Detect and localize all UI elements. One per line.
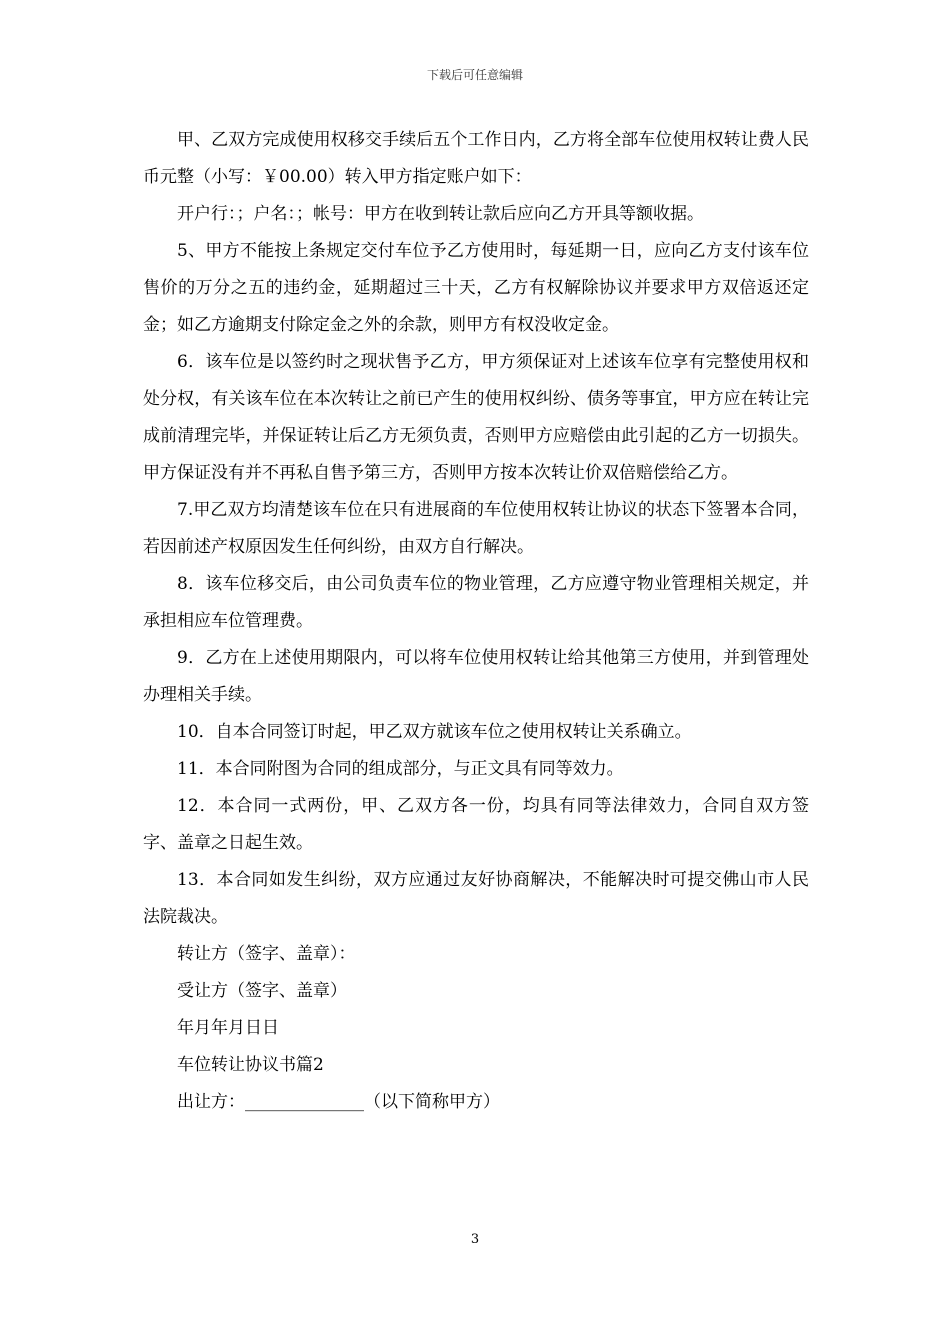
paragraph-payment-transfer: 甲、乙双方完成使用权移交手续后五个工作日内，乙方将全部车位使用权转让费人民币元整（小写：￥00.00）转入甲方指定账户如下：: [143, 130, 809, 187]
transferor-signature-line: 转让方（签字、盖章）：: [177, 944, 356, 964]
clause-12: 12．本合同一式两份，甲、乙双方各一份，均具有同等法律效力，合同自双方签字、盖章之日起生效。: [143, 796, 809, 853]
paragraph-bank-account: 开户行：；户名：；帐号：甲方在收到转让款后应向乙方开具等额收据。: [177, 204, 704, 224]
transferor-party-line: 出让方：______________（以下简称甲方）: [177, 1092, 500, 1112]
clause-7: 7.甲乙双方均清楚该车位在只有进展商的车位使用权转让协议的状态下签署本合同，若因前述产权原因发生任何纠纷，由双方自行解决。: [143, 500, 809, 557]
clause-10: 10．自本合同签订时起，甲乙双方就该车位之使用权转让关系确立。: [177, 722, 692, 742]
clause-5: 5、甲方不能按上条规定交付车位予乙方使用时，每延期一日，应向乙方支付该车位售价的万分之五的违约金，延期超过三十天，乙方有权解除协议并要求甲方双倍返还定金；如乙方逾期支付除定金之外的余款，则甲方有权没收定金。: [143, 241, 809, 335]
page-number: 3: [470, 1232, 480, 1247]
section-title-2: 车位转让协议书篇2: [177, 1055, 324, 1075]
document-body: [143, 122, 809, 1121]
clause-6: 6．该车位是以签约时之现状售予乙方，甲方须保证对上述该车位享有完整使用权和处分权，有关该车位在本次转让之前已产生的使用权纠纷、债务等事宜，甲方应在转让完成前清理完毕，并保证转让后乙方无须负责，否则甲方应赔偿由此引起的乙方一切损失。甲方保证没有并不再私自售予第三方，否则甲方按本次转让价双倍赔偿给乙方。: [143, 352, 809, 483]
transferee-signature-line: 受让方（签字、盖章）: [177, 981, 347, 1001]
page-header: 下载后可任意编辑: [426, 68, 523, 82]
clause-9: 9．乙方在上述使用期限内，可以将车位使用权转让给其他第三方使用，并到管理处办理相关手续。: [143, 648, 809, 705]
clause-8: 8．该车位移交后，由公司负责车位的物业管理，乙方应遵守物业管理相关规定，并承担相应车位管理费。: [143, 574, 809, 631]
clause-11: 11．本合同附图为合同的组成部分，与正文具有同等效力。: [177, 759, 624, 779]
clause-13: 13．本合同如发生纠纷，双方应通过友好协商解决，不能解决时可提交佛山市人民法院裁决。: [143, 870, 809, 927]
date-line: 年月年月日日: [177, 1018, 279, 1038]
